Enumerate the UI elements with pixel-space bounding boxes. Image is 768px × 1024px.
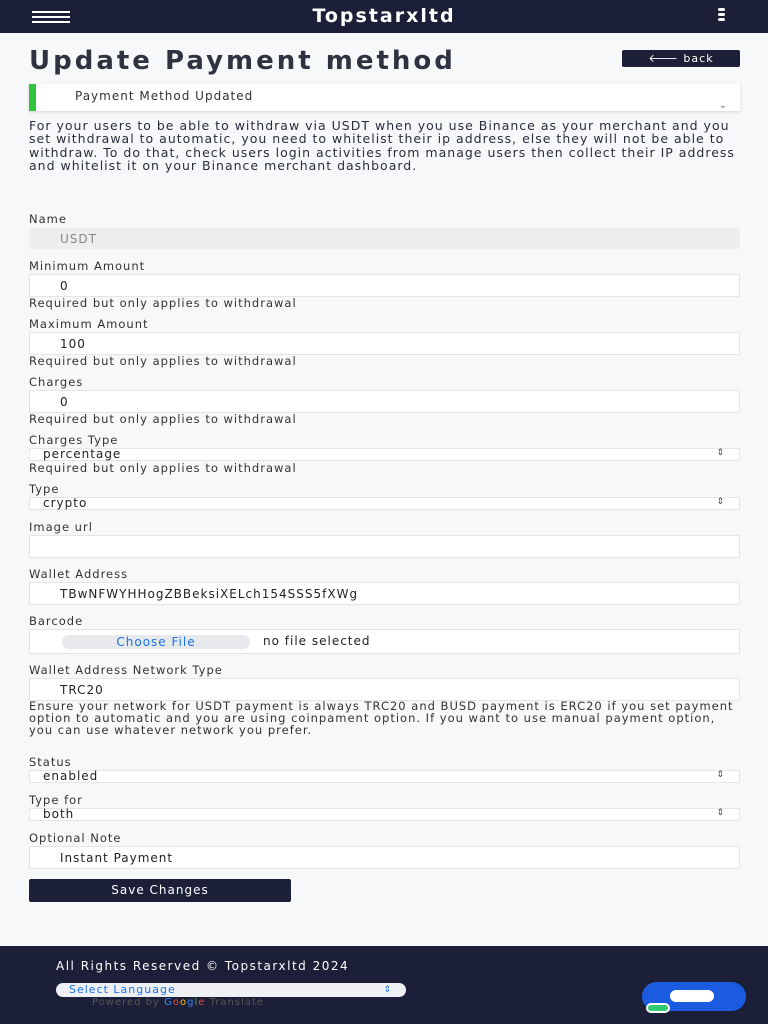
type-for-value: both [43,807,75,821]
image-url-label: Image url [29,520,93,534]
note-field[interactable] [29,846,740,869]
select-caret-icon: ⇕ [716,808,725,818]
select-caret-icon: ⇕ [716,770,725,780]
close-icon[interactable]: ⌄ [718,100,728,111]
back-button[interactable]: 🡐 back [622,50,740,67]
brand-title[interactable]: Topstarxltd [312,5,456,27]
barcode-label: Barcode [29,614,84,628]
select-caret-icon: ⇕ [716,448,725,458]
network-type-label: Wallet Address Network Type [29,663,223,677]
page-title: Update Payment method [29,46,456,76]
online-status-indicator [646,1003,670,1013]
type-value: crypto [43,496,88,510]
max-amount-field[interactable] [29,332,740,355]
google-logo-letter: e [198,997,206,1008]
network-type-help: Ensure your network for USDT payment is always TRC20 and BUSD payment is ERC20 if you set payment option to automatic and you are using coinpament option. If you want to use manual payment option, you can use whatever network you prefer. [29,699,734,737]
wallet-address-label: Wallet Address [29,567,129,581]
google-logo-letter: l [194,997,199,1008]
more-options-icon[interactable] [718,8,726,24]
charges-label: Charges [29,375,84,389]
note-value: Instant Payment [60,850,174,865]
chat-icon [670,990,714,1002]
charges-type-help: Required but only applies to withdrawal [29,461,297,475]
type-label: Type [29,482,60,496]
choose-file-button[interactable]: Choose File [62,635,250,649]
status-select[interactable] [29,770,740,783]
google-logo-letter: g [187,997,195,1008]
status-value: enabled [43,769,99,783]
google-logo-letter: o [180,997,188,1008]
charges-value: 0 [60,394,69,409]
type-for-label: Type for [29,793,83,807]
name-field [29,228,740,249]
min-amount-field[interactable] [29,274,740,297]
select-caret-icon: ⇕ [383,985,392,995]
network-type-field[interactable] [29,678,740,701]
file-status: no file selected [263,634,371,648]
google-logo-letter: G [164,997,173,1008]
google-logo-letter: o [172,997,181,1008]
network-type-value: TRC20 [60,682,104,697]
wallet-address-value: TBwNFWYHHogZBBeksiXELch154SSS5fXWg [60,586,359,601]
charges-type-select[interactable] [29,448,740,461]
powered-prefix: Powered by [92,997,160,1008]
success-alert [29,84,740,111]
name-label: Name [29,212,67,226]
charges-field[interactable] [29,390,740,413]
max-amount-label: Maximum Amount [29,317,149,331]
max-amount-help: Required but only applies to withdrawal [29,354,297,368]
barcode-file-input[interactable] [29,629,740,654]
type-for-select[interactable] [29,808,740,821]
translate-link[interactable]: Translate [209,997,265,1008]
charges-type-label: Charges Type [29,433,119,447]
charges-help: Required but only applies to withdrawal [29,412,297,426]
alert-message: Payment Method Updated [75,89,254,103]
save-changes-button[interactable]: Save Changes [29,879,291,902]
powered-by-google [92,997,264,1008]
language-select[interactable] [56,983,406,997]
wallet-address-field[interactable] [29,582,740,605]
charges-type-value: percentage [43,447,122,461]
name-value: USDT [60,231,97,246]
status-label: Status [29,755,72,769]
note-label: Optional Note [29,831,122,845]
top-navbar [0,0,768,33]
copyright-text: All Rights Reserved © Topstarxltd 2024 [56,959,350,973]
language-value: Select Language [69,983,176,996]
max-amount-value: 100 [60,336,86,351]
min-amount-label: Minimum Amount [29,259,146,273]
image-url-field[interactable] [29,535,740,558]
select-caret-icon: ⇕ [716,497,725,507]
type-select[interactable] [29,497,740,510]
min-amount-value: 0 [60,278,69,293]
info-text: For your users to be able to withdraw via USDT when you use Binance as your merchant and you set withdrawal to automatic, you need to whitelist their ip address, else they will not be able to withdraw. To do that, check users login activities from manage users then collect their IP address and whitelist it on your Binance merchant dashboard. [29,118,735,173]
min-amount-help: Required but only applies to withdrawal [29,296,297,310]
